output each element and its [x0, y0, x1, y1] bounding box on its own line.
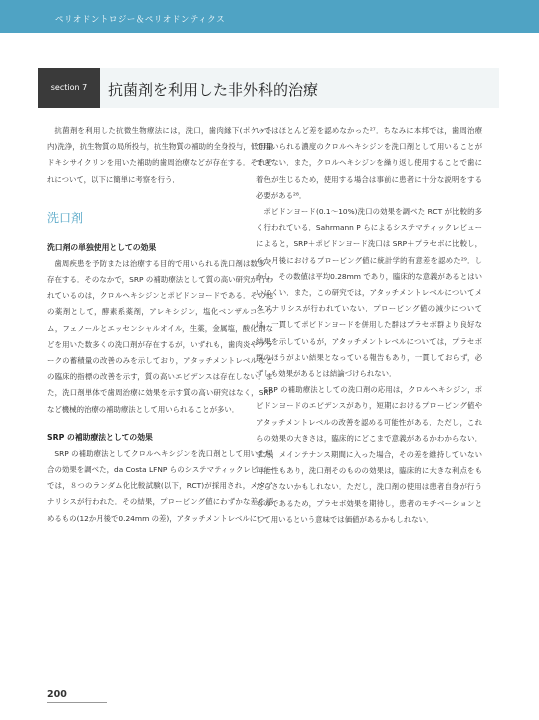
running-head: ペリオドントロジー＆ペリオドンティクス — [55, 15, 226, 25]
page-number: 200 — [47, 689, 67, 700]
paragraph-chlorhexidine: いてはほとんど差を認めなかった²⁷．ちなみに本邦では，歯周治療で用いられる濃度のクロルヘキシジンを洗口剤として用いることができない．また，クロルヘキシジンを繰り返し使用することで歯に着色が生じるため，使用する場合は事前に患者に十分な説明をする必要がある²⁸． — [256, 126, 482, 200]
paragraph-srp-adjunct: SRP の補助療法としてクロルヘキシジンを洗口剤として用いた場合の効果を調べた，da Costa LFNP らのシステマティックレビューでは，８つのランダム化比較試験(以下，RCT)が採用され，メタアナリシスが行われた．その結果，プロービング値にわずかな差を認めるもの(12か月後で0.24mm の差)，アタッチメントレベルにつ — [47, 448, 273, 523]
header-bar — [0, 0, 539, 33]
paragraph-povidone-iodine: ポビドンヨード(0.1～10%)洗口の効果を調べた RCT が比較的多く行われている．Sahrmann P らによるシステマティックレビューによると，SRP＋ポビドンヨード洗口は SRP＋プラセボに比較し，６か月後におけるプロービング値に統計学的有意差を認めた²⁹．しかし，その数値は平均0.28mm であり，臨床的な意義があるとはいいにくい．また，この研究では，アタッチメントレベルについてメタアナリシスが行われていない．プロービング値の減少については，一貫してポビドンヨードを併用した群はプラセボ群より良好な結果を示しているが，アタッチメントレベルについては，プラセボ群のほうがよい結果となっている報告もあり，一貫しておらず，必ずしも効果があるとは結論づけられない． — [256, 207, 482, 379]
paragraph-conclusion: SRP の補助療法としての洗口剤の応用は，クロルヘキシジン，ポビドンヨードのエビデンスがあり，短期におけるプロービング値やアタッチメントレベルの改善を認める可能性がある．ただし，これらの効果の大きさは，臨床的にどこまで意義があるかわからない．また，メインテナンス期間に入った場合，その差を維持していない可能性もあり，洗口剤そのものの効果は，臨床的に大きな利点をもたらさないかもしれない．ただし，洗口剤の使用は患者自身が行うものであるため，プラセボ効果を期待し，患者のモチベーションとして用いるという意味では価値があるかもしれない． — [256, 385, 482, 524]
section-banner — [38, 68, 499, 108]
intro-paragraph: 抗菌剤を利用した抗微生物療法には，洗口，歯肉縁下(ポケット内)洗浄，抗生物質の局所投与，抗生物質の補助的全身投与，低用量ドキシサイクリンを用いた補助的歯周治療などが存在する．それぞれについて，以下に簡単に考察を行う． — [47, 126, 273, 184]
section-title: 抗菌剤を利用した非外科的治療 — [108, 81, 319, 99]
section-label: section 7 — [38, 68, 100, 108]
left-column — [47, 123, 273, 527]
paragraph-single-use: 歯周疾患を予防または治療する目的で用いられる洗口剤は数多く存在する．そのなかで，SRP の補助療法として質の高い研究が行われているのは，クロルヘキシジンとポビドンヨードである．その他の薬剤として，酵素系薬剤，アレキシジン，塩化ベンザルコニウム，フェノールとエッセンシャルオイル，生薬，金属塩，酸化剤などを用いた数多くの洗口剤が存在するが，いずれも，歯肉炎やプラークの蓄積量の改善のみを示しており，アタッチメントレベルなどの臨床的指標の改善を示す，質の高いエビデンスは存在しない．また，洗口剤単体で歯周治療に効果を示す質の高い研究はなく，SRP など機械的治療の補助療法として用いられることが多い． — [47, 258, 273, 414]
footer-rule — [47, 702, 107, 703]
subheading-srp-adjunct: SRP の補助療法としての効果 — [47, 432, 153, 442]
subheading-single-use: 洗口剤の単独使用としての効果 — [47, 242, 157, 252]
section-heading-mouthwash: 洗口剤 — [47, 210, 84, 225]
right-column — [256, 123, 482, 528]
